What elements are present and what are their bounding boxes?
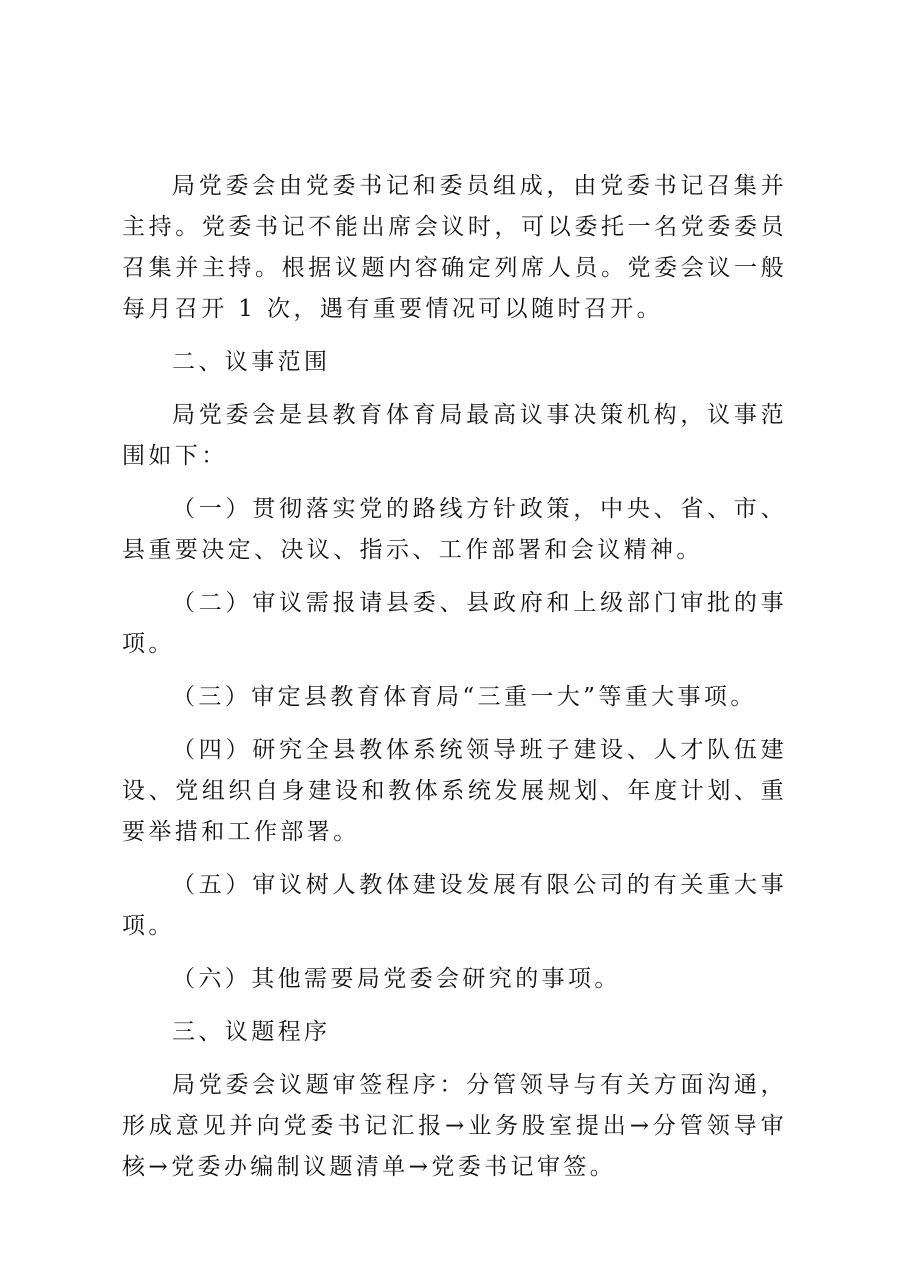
paragraph-scope-intro: 局党委会是县教育体育局最高议事决策机构，议事范围如下： bbox=[122, 402, 787, 469]
list-item-2: （二）审议需报请县委、县政府和上级部门审批的事项。 bbox=[122, 590, 787, 657]
section-heading-scope: 二、议事范围 bbox=[172, 349, 331, 375]
list-item-4: （四）研究全县教体系统领导班子建设、人才队伍建设、党组织自身建设和教体系统发展规划、年度计划、重要举措和工作部署。 bbox=[122, 737, 787, 845]
list-item-6: （六）其他需要局党委会研究的事项。 bbox=[172, 966, 621, 992]
list-item-1: （一）贯彻落实党的路线方针政策，中央、省、市、县重要决定、决议、指示、工作部署和会议精神。 bbox=[122, 496, 787, 563]
paragraph-procedure: 局党委会议题审签程序：分管领导与有关方面沟通，形成意见并向党委书记汇报→业务股室提出→分管领导审核→党委办编制议题清单→党委书记审签。 bbox=[122, 1072, 787, 1180]
document-page bbox=[122, 166, 787, 1200]
section-heading-procedure: 三、议题程序 bbox=[172, 1019, 331, 1045]
paragraph-meeting-composition: 局党委会由党委书记和委员组成，由党委书记召集并主持。党委书记不能出席会议时，可以委托一名党委委员召集并主持。根据议题内容确定列席人员。党委会议一般每月召开 1 次，遇有重要情况可以随时召开。 bbox=[122, 173, 787, 322]
list-item-5: （五）审议树人教体建设发展有限公司的有关重大事项。 bbox=[122, 872, 787, 939]
list-item-3: （三）审定县教育体育局“三重一大”等重大事项。 bbox=[172, 684, 757, 710]
